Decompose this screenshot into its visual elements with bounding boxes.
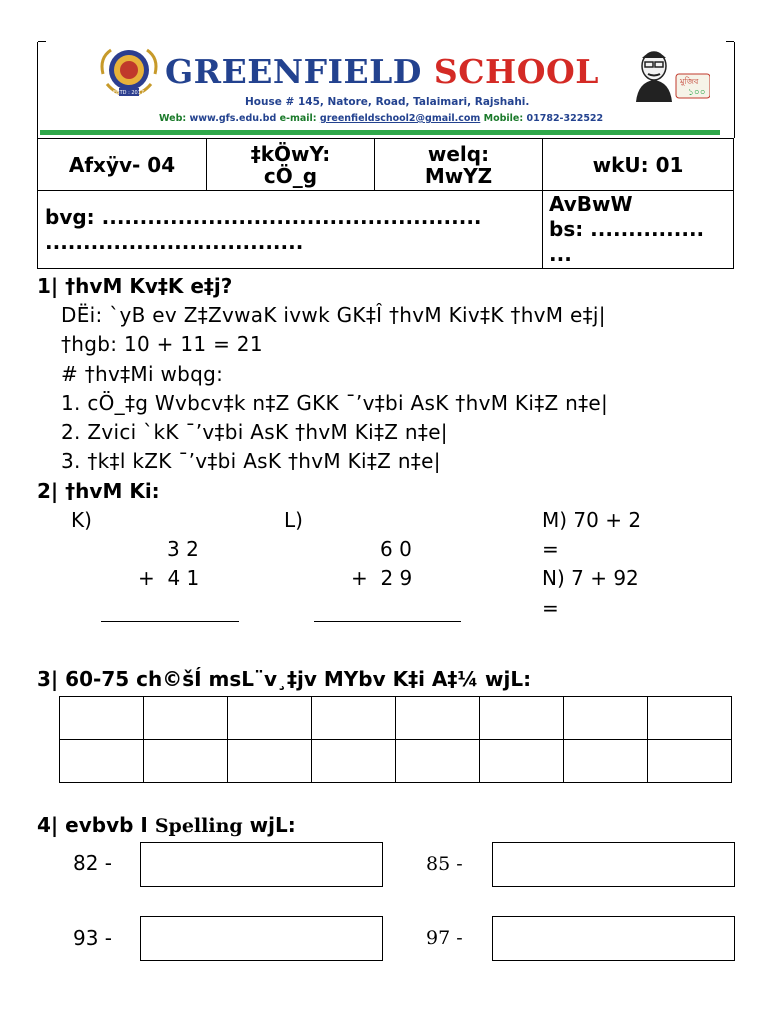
q2-a-label: K) [71,508,92,532]
grid-cell[interactable] [60,697,144,740]
header-divider [40,130,720,135]
class-cell [207,139,375,191]
portrait-image [628,44,710,102]
grid-cell[interactable] [480,697,564,740]
q2-c-equals: = [542,537,559,561]
svg-text:মুজিব: মুজিব [680,77,699,86]
q4-item-label: 82 - [73,851,113,875]
class-label: ‡kÖwY: [250,141,331,166]
q2-b-answer-line[interactable] [314,621,461,622]
q2-b-bottom: + 2 9 [351,566,413,590]
q1-line-1: DËi: `yB ev Z‡ZvwaK ivwk GK‡Î †hvM Kiv‡K †hvM e‡j| [61,303,606,327]
svg-text:১০০: ১০০ [688,88,706,98]
subject-cell [375,139,543,191]
q3-answer-grid [59,696,732,783]
school-name-part1: GREENFIELD [165,52,422,91]
email-link[interactable]: greenfieldschool2@gmail.com [319,113,481,124]
grid-cell[interactable] [60,740,144,783]
school-name-part2: SCHOOL [433,52,599,91]
q2-b-label: L) [284,508,303,532]
q1-line-5: 2. Zvici `kK ¯’v‡bi AsK †hvM Ki‡Z n‡e| [61,420,448,444]
name-line1: bvg: .................................................. [45,204,482,229]
q2-d-equals: = [542,596,559,620]
q1-line-6: 3. †k‡l kZK ¯’v‡bi AsK †hvM Ki‡Z n‡e| [61,449,441,473]
q2-d-expr: N) 7 + 92 [542,566,639,590]
grid-cell[interactable] [480,740,564,783]
q2-c-expr: M) 70 + 2 [542,508,642,532]
q1-title: 1| †hvM Kv‡K e‡j? [37,274,233,298]
q2-a-answer-line[interactable] [101,621,239,622]
grid-cell[interactable] [312,740,396,783]
chapter-cell [38,139,207,191]
name-line2: .................................. [45,229,304,254]
school-name [165,52,599,91]
q2-a-top: 3 2 [167,537,199,561]
grid-cell[interactable] [396,697,480,740]
website[interactable]: www.gfs.edu.bd [189,113,277,124]
week-value: wkU: 01 [592,152,684,177]
q4-title-part3: wjL: [249,813,296,837]
grid-cell[interactable] [648,740,732,783]
q4-title [37,813,296,837]
week-cell [543,139,734,191]
q1-line-4: 1. cÖ_‡g Wvbcv‡k n‡Z GKK ¯’v‡bi AsK †hvM Ki‡Z n‡e| [61,391,609,415]
q4-title-spelling: Spelling [154,815,243,837]
class-value: cÖ_g [263,163,318,188]
grid-cell[interactable] [228,697,312,740]
q4-answer-box[interactable] [140,916,383,961]
grid-cell[interactable] [312,697,396,740]
q1-line-3: # †hv‡Mi wbqg: [61,362,224,386]
q1-line-2: †hgb: 10 + 11 = 21 [61,332,263,356]
q4-item-label: 97 - [426,927,463,949]
grid-cell[interactable] [564,697,648,740]
grid-cell[interactable] [648,697,732,740]
q4-answer-box[interactable] [492,842,735,887]
email-label: e-mail: [279,113,317,124]
mobile-label: Mobile: [483,113,524,124]
q4-item-label: 85 - [426,853,463,875]
roll-line1: AvBwW [549,192,633,216]
q4-title-part1: 4| evbvb I [37,813,148,837]
grid-cell[interactable] [144,740,228,783]
subject-label: welq: [427,141,490,166]
q2-a-bottom: + 4 1 [138,566,200,590]
roll-line2: bs: ............... [549,217,705,241]
info-table [37,138,734,269]
subject-value: MwYZ [424,163,493,188]
school-address: House # 145, Natore, Road, Talaimari, Rajshahi. [245,96,530,108]
grid-cell[interactable] [396,740,480,783]
roll-field[interactable] [543,191,734,269]
q3-title: 3| 60-75 ch©šÍ msL¨v¸‡jv MYbv K‡i A‡¼ wjL: [37,667,532,691]
web-label: Web: [159,113,187,124]
chapter-value: Afxÿv- 04 [68,152,176,177]
q4-answer-box[interactable] [492,916,735,961]
mobile-number: 01782-322522 [526,113,604,124]
name-field[interactable] [38,191,543,269]
q2-b-top: 6 0 [380,537,412,561]
contact-line [159,113,603,124]
q2-title: 2| †hvM Ki: [37,479,160,503]
q4-item-label: 93 - [73,926,113,950]
grid-cell[interactable] [144,697,228,740]
q4-answer-box[interactable] [140,842,383,887]
grid-cell[interactable] [564,740,648,783]
grid-cell[interactable] [228,740,312,783]
logo-text-bottom: EBTD : 2017 [113,90,145,96]
roll-line3: ... [549,242,572,266]
